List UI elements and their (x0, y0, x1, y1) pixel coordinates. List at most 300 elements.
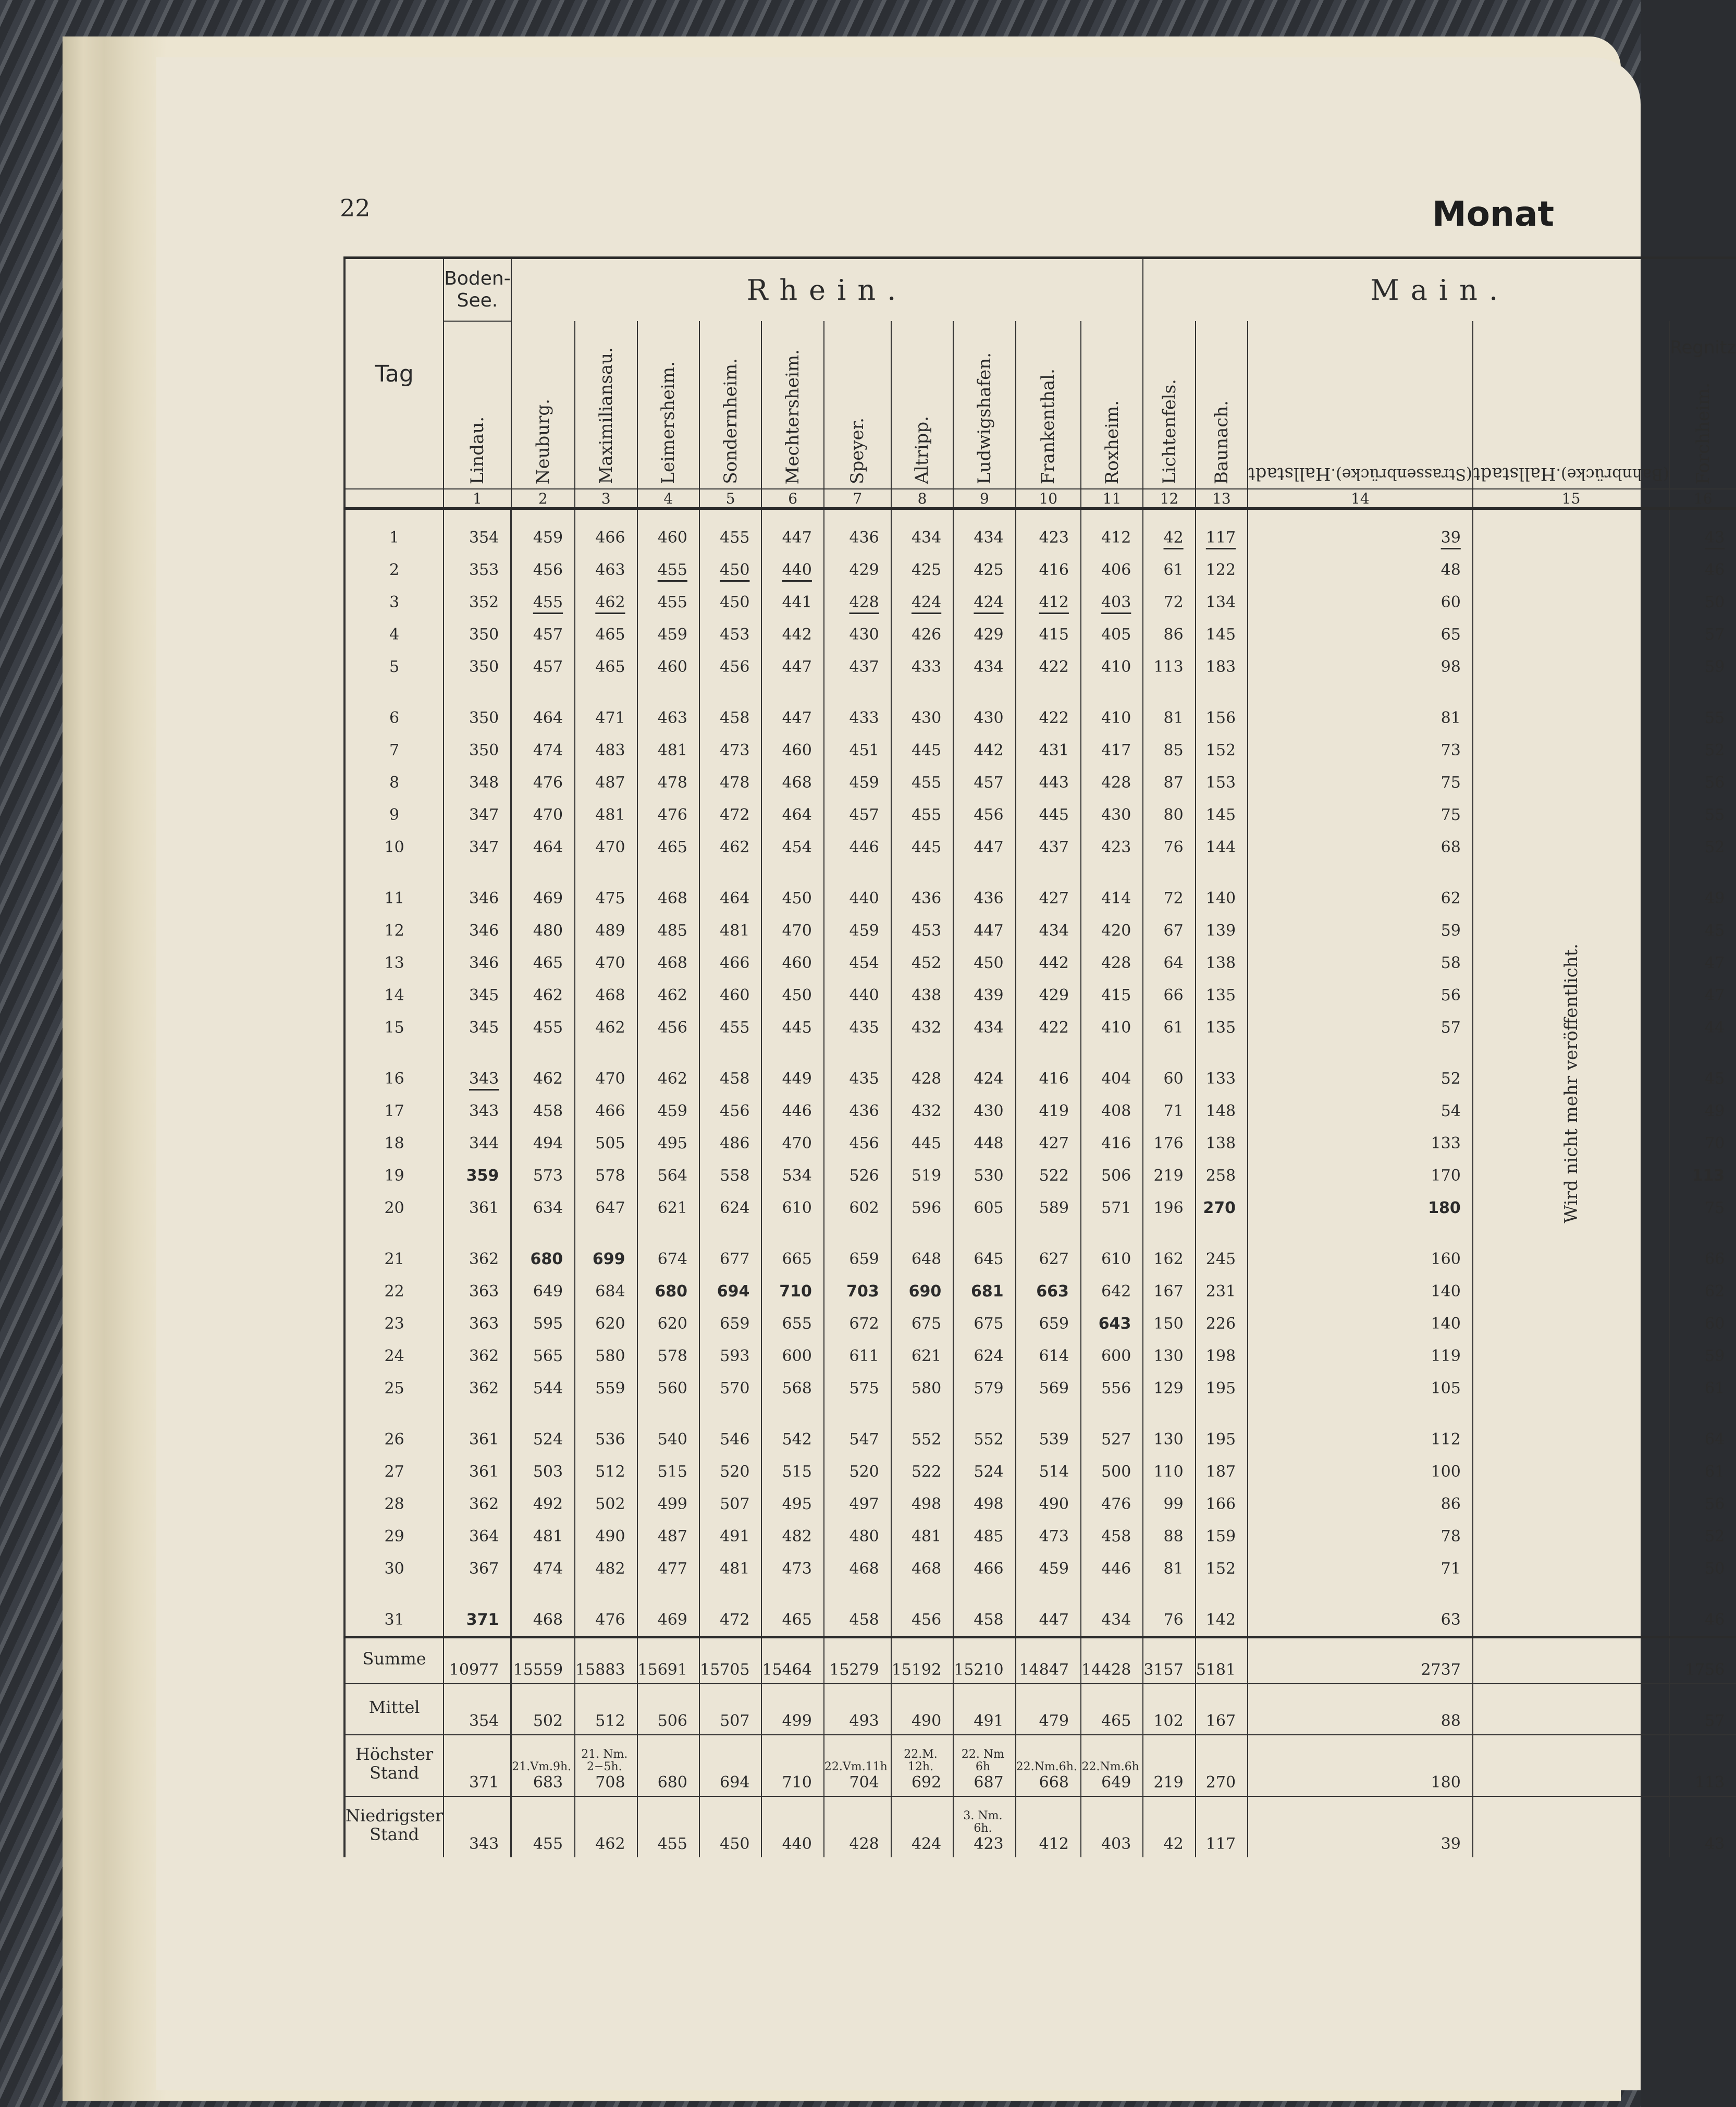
col-num: 7 (824, 489, 891, 509)
summary-value-cell (761, 1796, 823, 1857)
value-cell: 462 (637, 1044, 699, 1095)
day-cell: 9 (344, 799, 444, 831)
summary-value: 354 (469, 1712, 499, 1730)
value-cell: 482 (761, 1520, 823, 1552)
summary-value-cell (1081, 1735, 1143, 1796)
value-cell: 455 (891, 799, 953, 831)
value-cell: 490 (575, 1520, 637, 1552)
value-cell: 447 (761, 683, 823, 734)
value-cell: 699 (575, 1224, 637, 1275)
value-cell: 447 (953, 914, 1015, 947)
summary-value: 502 (533, 1712, 563, 1730)
value-cell: 694 (699, 1275, 761, 1307)
value-cell: 150 (1143, 1307, 1195, 1340)
value-cell: 460 (699, 979, 761, 1011)
time-note: 22. Nm 6h (961, 1748, 1004, 1773)
value-cell: 560 (637, 1372, 699, 1404)
value-cell: 468 (891, 1552, 953, 1585)
summary-value: 43 (1705, 1835, 1725, 1853)
value-cell: 659 (1016, 1307, 1081, 1340)
value-cell: 80 (1143, 799, 1195, 831)
value-cell-forchheim: 44 (1669, 1011, 1736, 1044)
value-cell: 346 (444, 947, 511, 979)
summary-value: 423 (974, 1835, 1004, 1853)
summary-value: 506 (657, 1712, 687, 1730)
value-cell: 547 (824, 1404, 891, 1455)
time-note: 22.Vm.11h (824, 1760, 888, 1773)
value-cell: 485 (953, 1520, 1015, 1552)
summary-value: 3157 (1143, 1661, 1184, 1679)
summary-value-cell (1016, 1684, 1081, 1735)
value-cell: 580 (891, 1372, 953, 1404)
summary-value-cell (1196, 1637, 1248, 1684)
summary-value-cell (1248, 1796, 1473, 1857)
value-cell: 490 (1016, 1488, 1081, 1520)
header-main: Main. (1143, 258, 1736, 322)
value-cell: 48 (1248, 554, 1473, 586)
summary-value-cell (511, 1637, 575, 1684)
value-cell-forchheim: 46 (1669, 1585, 1736, 1637)
value-cell: 430 (953, 683, 1015, 734)
value-cell: 455 (699, 1011, 761, 1044)
value-cell: 219 (1143, 1159, 1195, 1192)
value-cell: 605 (953, 1192, 1015, 1224)
summary-row-summe (344, 1637, 1736, 1684)
value-cell: 468 (637, 863, 699, 914)
value-cell: 134 (1196, 586, 1248, 618)
value-cell: 627 (1016, 1224, 1081, 1275)
value-cell: 113 (1143, 651, 1195, 683)
value-cell: 159 (1196, 1520, 1248, 1552)
summary-value: 42 (1163, 1835, 1184, 1853)
value-cell: 540 (637, 1404, 699, 1455)
value-cell: 454 (761, 831, 823, 863)
table-row (344, 509, 1736, 554)
value-cell: 575 (824, 1372, 891, 1404)
value-cell: 457 (824, 799, 891, 831)
station-neuburg: Neuburg. (532, 398, 553, 484)
summary-value-cell (891, 1735, 953, 1796)
value-cell: 367 (444, 1552, 511, 1585)
value-cell: 440 (824, 979, 891, 1011)
summary-value: 512 (595, 1712, 625, 1730)
value-cell: 139 (1196, 914, 1248, 947)
summary-value-cell (891, 1637, 953, 1684)
station-hallstadt-bahn-sub: (Bahnbrücke). (1556, 465, 1669, 483)
value-cell: 424 (953, 586, 1015, 618)
value-cell: 476 (511, 766, 575, 799)
day-cell: 14 (344, 979, 444, 1011)
value-cell: 453 (699, 618, 761, 651)
value-cell: 153 (1196, 766, 1248, 799)
value-cell: 432 (891, 1095, 953, 1127)
value-cell: 473 (761, 1552, 823, 1585)
summary-value: 14428 (1081, 1661, 1131, 1679)
value-cell: 410 (1081, 651, 1143, 683)
day-cell: 16 (344, 1044, 444, 1095)
value-cell: 536 (575, 1404, 637, 1455)
summary-value-cell (1248, 1637, 1473, 1684)
value-cell: 442 (1016, 947, 1081, 979)
value-cell: 578 (637, 1340, 699, 1372)
value-cell: 480 (824, 1520, 891, 1552)
value-cell: 600 (1081, 1340, 1143, 1372)
value-cell: 140 (1248, 1275, 1473, 1307)
value-cell: 447 (761, 509, 823, 554)
value-cell: 455 (891, 766, 953, 799)
value-cell-forchheim: 45 (1669, 1044, 1736, 1095)
value-cell: 403 (1081, 586, 1143, 618)
value-cell: 415 (1016, 618, 1081, 651)
day-cell: 27 (344, 1455, 444, 1488)
water-level-table (343, 256, 1736, 1857)
value-cell: 138 (1196, 947, 1248, 979)
value-cell: 145 (1196, 618, 1248, 651)
value-cell: 195 (1196, 1372, 1248, 1404)
value-cell: 180 (1248, 1192, 1473, 1224)
value-cell: 42 (1143, 509, 1195, 554)
value-cell: 462 (511, 979, 575, 1011)
value-cell: 446 (761, 1095, 823, 1127)
summary-value: 455 (533, 1835, 563, 1853)
day-cell: 20 (344, 1192, 444, 1224)
value-cell: 65 (1248, 618, 1473, 651)
value-cell: 571 (1081, 1192, 1143, 1224)
value-cell: 434 (953, 509, 1015, 554)
time-note: 22.Nm.6h (1081, 1760, 1139, 1773)
value-cell: 570 (699, 1372, 761, 1404)
value-cell: 447 (761, 651, 823, 683)
value-cell: 343 (444, 1044, 511, 1095)
value-cell: 481 (511, 1520, 575, 1552)
value-cell: 450 (699, 554, 761, 586)
value-cell: 497 (824, 1488, 891, 1520)
summary-value: 15705 (699, 1661, 750, 1679)
value-cell: 514 (1016, 1455, 1081, 1488)
value-cell: 624 (953, 1340, 1015, 1372)
summary-value: 490 (911, 1712, 942, 1730)
value-cell: 459 (637, 1095, 699, 1127)
value-cell: 226 (1196, 1307, 1248, 1340)
value-cell: 437 (824, 651, 891, 683)
value-cell: 347 (444, 799, 511, 831)
value-cell: 344 (444, 1127, 511, 1159)
value-cell: 430 (891, 683, 953, 734)
value-cell: 527 (1081, 1404, 1143, 1455)
value-cell: 156 (1196, 683, 1248, 734)
value-cell-forchheim: 50 (1669, 586, 1736, 618)
value-cell: 414 (1081, 863, 1143, 914)
value-cell: 573 (511, 1159, 575, 1192)
value-cell-forchheim: 64 (1669, 1404, 1736, 1455)
value-cell: 144 (1196, 831, 1248, 863)
value-cell: 464 (699, 863, 761, 914)
value-cell: 466 (699, 947, 761, 979)
value-cell: 681 (953, 1275, 1015, 1307)
value-cell: 464 (761, 799, 823, 831)
value-cell: 552 (953, 1404, 1015, 1455)
header-rhein: Rhein. (511, 258, 1143, 322)
value-cell: 60 (1143, 1044, 1195, 1095)
day-cell: 10 (344, 831, 444, 863)
value-cell: 464 (511, 683, 575, 734)
value-cell: 133 (1196, 1044, 1248, 1095)
value-cell: 519 (891, 1159, 953, 1192)
value-cell: 465 (637, 831, 699, 863)
value-cell: 81 (1143, 1552, 1195, 1585)
value-cell: 454 (824, 947, 891, 979)
day-cell: 26 (344, 1404, 444, 1455)
summary-value: 39 (1440, 1835, 1461, 1853)
value-cell: 624 (699, 1192, 761, 1224)
value-cell-forchheim: 56 (1669, 766, 1736, 799)
value-cell: 456 (824, 1127, 891, 1159)
value-cell: 58 (1248, 947, 1473, 979)
summary-value-cell (1473, 1637, 1670, 1684)
station-hallstadt-bahn-name: Hallstadt (1473, 463, 1556, 484)
day-cell: 31 (344, 1585, 444, 1637)
value-cell: 460 (637, 509, 699, 554)
summary-value: 424 (911, 1835, 942, 1853)
value-cell: 133 (1248, 1127, 1473, 1159)
summary-value: 692 (911, 1773, 942, 1792)
value-cell: 486 (699, 1127, 761, 1159)
page-title: Monat (1432, 194, 1555, 234)
value-cell: 434 (891, 509, 953, 554)
day-cell: 11 (344, 863, 444, 914)
value-cell: 456 (699, 1095, 761, 1127)
summary-value-cell (953, 1735, 1015, 1796)
summary-value: 180 (1431, 1773, 1461, 1792)
value-cell: 520 (824, 1455, 891, 1488)
value-cell: 166 (1196, 1488, 1248, 1520)
value-cell: 459 (1016, 1552, 1081, 1585)
station-lichtenfels: Lichtenfels. (1159, 379, 1180, 484)
value-cell: 456 (511, 554, 575, 586)
value-cell: 76 (1143, 1585, 1195, 1637)
summary-value-cell (1196, 1684, 1248, 1735)
value-cell: 441 (761, 586, 823, 618)
value-cell: 363 (444, 1307, 511, 1340)
value-cell: 468 (761, 766, 823, 799)
value-cell: 542 (761, 1404, 823, 1455)
value-cell: 447 (953, 831, 1015, 863)
value-cell-forchheim: 47 (1669, 947, 1736, 979)
value-cell: 423 (1081, 831, 1143, 863)
value-cell-forchheim: 55 (1669, 683, 1736, 734)
value-cell: 422 (1016, 651, 1081, 683)
value-cell: 363 (444, 1275, 511, 1307)
value-cell: 245 (1196, 1224, 1248, 1275)
summary-value: 270 (1205, 1773, 1236, 1792)
value-cell: 85 (1143, 734, 1195, 766)
value-cell-forchheim: 59 (1669, 651, 1736, 683)
value-cell: 359 (444, 1159, 511, 1192)
value-cell: 578 (575, 1159, 637, 1192)
value-cell: 458 (699, 1044, 761, 1095)
value-cell: 476 (1081, 1488, 1143, 1520)
value-cell: 610 (761, 1192, 823, 1224)
value-cell: 481 (637, 734, 699, 766)
value-cell: 446 (1081, 1552, 1143, 1585)
value-cell: 456 (891, 1585, 953, 1637)
value-cell: 162 (1143, 1224, 1195, 1275)
value-cell: 522 (891, 1455, 953, 1488)
value-cell: 59 (1248, 914, 1473, 947)
summary-value-cell (1016, 1637, 1081, 1684)
value-cell: 135 (1196, 979, 1248, 1011)
value-cell: 430 (824, 618, 891, 651)
summary-value: 15192 (891, 1661, 942, 1679)
value-cell: 458 (699, 683, 761, 734)
day-cell: 22 (344, 1275, 444, 1307)
value-cell: 129 (1143, 1372, 1195, 1404)
value-cell-forchheim: 45 (1669, 914, 1736, 947)
summary-value: 14847 (1019, 1661, 1069, 1679)
value-cell: 412 (1081, 509, 1143, 554)
value-cell: 471 (575, 683, 637, 734)
value-cell: 477 (637, 1552, 699, 1585)
value-cell: 512 (575, 1455, 637, 1488)
summary-value: 88 (1440, 1712, 1461, 1730)
value-cell: 361 (444, 1192, 511, 1224)
value-cell: 524 (953, 1455, 1015, 1488)
summary-label: Summe (344, 1637, 444, 1684)
value-cell: 455 (511, 1011, 575, 1044)
value-cell: 456 (953, 799, 1015, 831)
value-cell: 589 (1016, 1192, 1081, 1224)
time-note: 21.Vm.9h. (512, 1760, 572, 1773)
value-cell-forchheim: 43 (1669, 509, 1736, 554)
value-cell: 419 (1016, 1095, 1081, 1127)
value-cell: 57 (1248, 1011, 1473, 1044)
value-cell: 482 (575, 1552, 637, 1585)
col-num: 1 (444, 489, 511, 509)
value-cell: 460 (761, 947, 823, 979)
value-cell: 462 (511, 1044, 575, 1095)
value-cell: 347 (444, 831, 511, 863)
summary-value: 668 (1039, 1773, 1069, 1792)
value-cell: 361 (444, 1404, 511, 1455)
day-cell: 24 (344, 1340, 444, 1372)
station-altripp: Altripp. (912, 416, 933, 484)
summary-value-cell (1081, 1684, 1143, 1735)
summary-value: 10977 (449, 1661, 499, 1679)
value-cell: 195 (1196, 1404, 1248, 1455)
col-num: 11 (1081, 489, 1143, 509)
value-cell: 60 (1248, 586, 1473, 618)
station-hallstadt-strasse (1248, 457, 1472, 484)
summary-value-cell (824, 1735, 891, 1796)
value-cell: 663 (1016, 1275, 1081, 1307)
value-cell: 122 (1196, 554, 1248, 586)
value-cell: 410 (1081, 683, 1143, 734)
value-cell: 86 (1248, 1488, 1473, 1520)
value-cell: 473 (1016, 1520, 1081, 1552)
value-cell: 458 (824, 1585, 891, 1637)
value-cell: 350 (444, 618, 511, 651)
value-cell: 470 (761, 914, 823, 947)
value-cell: 451 (824, 734, 891, 766)
summary-value-cell (1669, 1637, 1736, 1684)
value-cell: 647 (575, 1192, 637, 1224)
time-note: 22.M. 12h. (904, 1748, 938, 1773)
value-cell: 502 (575, 1488, 637, 1520)
value-cell: 71 (1248, 1552, 1473, 1585)
value-cell: 66 (1143, 979, 1195, 1011)
value-cell: 135 (1196, 1011, 1248, 1044)
not-published-text: Wird nicht mehr veröffentlicht. (1560, 943, 1582, 1223)
value-cell: 450 (761, 863, 823, 914)
summary-row-mittel (344, 1684, 1736, 1735)
column-number-row (344, 489, 1736, 509)
summary-value: 5181 (1196, 1661, 1236, 1679)
value-cell: 473 (699, 734, 761, 766)
value-cell: 485 (637, 914, 699, 947)
value-cell: 515 (637, 1455, 699, 1488)
value-cell: 424 (891, 586, 953, 618)
station-forchheim: Forchheim. (1692, 382, 1714, 484)
value-cell: 434 (953, 651, 1015, 683)
col-num: 16 (1669, 489, 1736, 509)
summary-value-cell (891, 1796, 953, 1857)
value-cell: 439 (953, 979, 1015, 1011)
value-cell: 105 (1248, 1372, 1473, 1404)
summary-value: 462 (595, 1835, 625, 1853)
summary-value: 649 (1101, 1773, 1131, 1792)
value-cell: 675 (891, 1307, 953, 1340)
value-cell: 404 (1081, 1044, 1143, 1095)
value-cell: 443 (1016, 766, 1081, 799)
value-cell: 428 (824, 586, 891, 618)
value-cell: 99 (1143, 1488, 1195, 1520)
station-roxheim: Roxheim. (1101, 400, 1123, 484)
value-cell-forchheim: 56 (1669, 1488, 1736, 1520)
summary-value-cell (575, 1735, 637, 1796)
value-cell-forchheim: 113 (1669, 1159, 1736, 1192)
value-cell: 436 (953, 863, 1015, 914)
value-cell: 614 (1016, 1340, 1081, 1372)
daily-values (344, 509, 1736, 1637)
summary-value-cell (761, 1684, 823, 1735)
value-cell: 428 (1081, 947, 1143, 979)
value-cell: 406 (1081, 554, 1143, 586)
value-cell: 438 (891, 979, 953, 1011)
day-cell: 5 (344, 651, 444, 683)
value-cell-forchheim: 75 (1669, 1192, 1736, 1224)
value-cell: 466 (953, 1552, 1015, 1585)
day-cell: 21 (344, 1224, 444, 1275)
day-cell: 23 (344, 1307, 444, 1340)
value-cell: 350 (444, 651, 511, 683)
value-cell: 350 (444, 734, 511, 766)
value-cell: 530 (953, 1159, 1015, 1192)
value-cell: 145 (1196, 799, 1248, 831)
value-cell: 621 (637, 1192, 699, 1224)
value-cell: 412 (1016, 586, 1081, 618)
col-num: 10 (1016, 489, 1081, 509)
day-cell: 8 (344, 766, 444, 799)
value-cell: 481 (699, 1552, 761, 1585)
value-cell: 655 (761, 1307, 823, 1340)
summary-value-cell (637, 1796, 699, 1857)
value-cell: 503 (511, 1455, 575, 1488)
summary-value: 15559 (513, 1661, 563, 1679)
value-cell: 170 (1248, 1159, 1473, 1192)
value-cell: 506 (1081, 1159, 1143, 1192)
value-cell: 621 (891, 1340, 953, 1372)
value-cell: 659 (824, 1224, 891, 1275)
